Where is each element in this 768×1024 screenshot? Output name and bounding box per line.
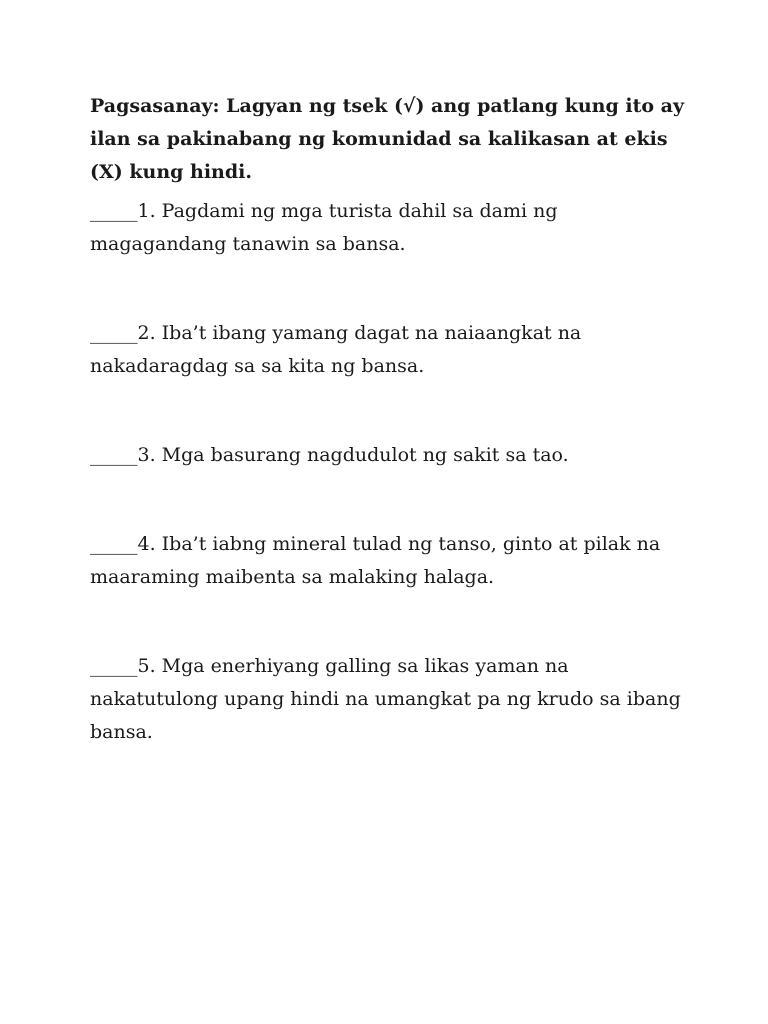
exercise-item-1: _____1. Pagdami ng mga turista dahil sa dami ng magagandang tanawin sa bansa. [90,200,558,255]
exercise-item-2: _____2. Iba’t ibang yamang dagat na naiaangkat na nakadaragdag sa sa kita ng bansa. [90,322,582,377]
worksheet-instructions: Pagsasanay: Lagyan ng tsek (√) ang patlang kung ito ay ilan sa pakinabang ng komunidad sa kalikasan at ekis (X) kung hindi. [90,95,685,183]
exercise-item-4: _____4. Iba’t iabng mineral tulad ng tanso, ginto at pilak na maaraming maibenta sa malaking halaga. [90,533,661,588]
worksheet-page [90,90,690,749]
exercise-item-3: _____3. Mga basurang nagdudulot ng sakit sa tao. [90,444,569,466]
exercise-list [90,195,690,749]
exercise-item-5: _____5. Mga enerhiyang galling sa likas yaman na nakatutulong upang hindi na umangkat pa ng krudo sa ibang bansa. [90,655,681,743]
